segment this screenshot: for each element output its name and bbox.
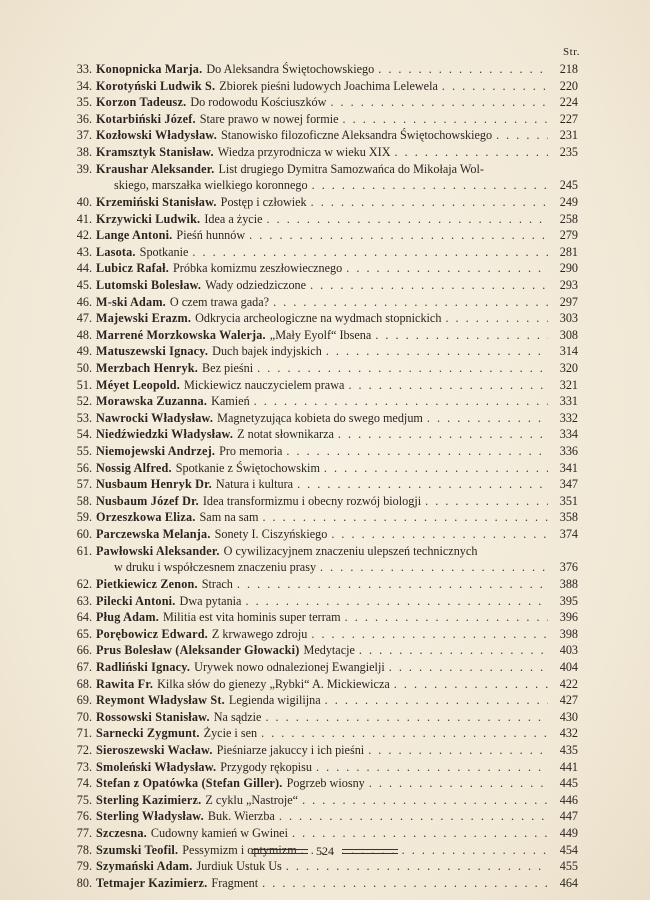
entry-page-number: 388 [559,576,578,591]
toc-entry [66,94,578,111]
footer-rule-right [342,849,398,854]
entry-title: Spotkanie z Świętochowskim [175,460,320,475]
toc-entry [66,875,578,892]
entry-author: Porębowicz Edward. [96,626,208,641]
toc-entry [66,111,578,128]
entry-page-number: 435 [559,743,578,758]
entry-title: Do Aleksandra Świętochowskiego [206,62,375,76]
entry-page-number: 347 [559,477,578,492]
entry-author: Korotyński Ludwik S. [96,78,216,93]
dot-leader [338,426,548,443]
toc-entry [66,227,578,244]
entry-page-number: 314 [559,344,578,359]
dot-leader [346,260,548,277]
entry-page-number: 334 [559,427,578,442]
entry-author: Nusbaum Henryk Dr. [96,477,212,492]
entry-page-number: 332 [559,410,578,425]
entry-author: Nossig Alfred. [96,460,172,475]
dot-leader [320,559,548,576]
entry-title: Dwa pytania [179,593,242,608]
entry-number: 35. [76,95,92,110]
entry-title: O cywilizacyjnem znaczeniu ulepszeń technicznych [223,543,478,558]
dot-leader [331,526,548,543]
entry-author: Rossowski Stanisław. [96,709,210,724]
dot-leader [389,659,548,676]
entry-author: Marrené Morzkowska Walerja. [96,327,266,342]
toc-entry [66,808,578,825]
entry-author: Méyet Leopold. [96,377,181,392]
entry-author: Sterling Władysław. [96,809,204,824]
toc-entry [66,526,578,543]
entry-number: 73. [76,759,92,774]
dot-leader [375,327,548,344]
entry-number: 43. [76,244,92,259]
entry-author: Szymański Adam. [96,859,193,874]
entry-page-number: 464 [559,875,578,890]
entry-page-number: 445 [559,776,578,791]
entry-number: 49. [76,344,92,359]
toc-entry [66,676,578,693]
entry-author: Pietkiewicz Zenon. [96,576,198,591]
dot-leader [279,808,548,825]
dot-leader [192,244,548,261]
toc-entry [66,509,578,526]
toc-entry [66,327,578,344]
entry-page-number: 374 [559,527,578,542]
entry-author: Korzon Tadeusz. [96,95,187,110]
dot-leader [286,443,548,460]
dot-leader [245,593,548,610]
dot-leader [330,94,548,111]
toc-entry [66,659,578,676]
entry-number: 57. [76,477,92,492]
entry-title: Buk. Wierzba [207,809,275,824]
dot-leader [237,576,548,593]
toc-entry [66,161,578,194]
entry-number: 62. [76,576,92,591]
entry-number: 71. [76,726,92,741]
entry-title: Cudowny kamień w Gwinei [150,826,288,841]
toc-entry [66,576,578,593]
entry-page-number: 218 [559,62,578,76]
entry-title-continuation: w druku i współczesnem znaczeniu prasy [114,560,317,575]
entry-title: Fragment [211,875,259,890]
entry-title: Idea transformizmu i obecny rozwój biologji [202,493,422,508]
entry-number: 56. [76,460,92,475]
entry-page-number: 321 [559,377,578,392]
entry-title: Wady odziedziczone [205,277,307,292]
entry-number: 70. [76,709,92,724]
entry-author: Niedźwiedzki Władysław. [96,427,234,442]
entry-number: 55. [76,444,92,459]
entry-author: Kraushar Aleksander. [96,161,215,176]
dot-leader [442,78,548,95]
dot-leader [326,343,548,360]
toc-entry [66,725,578,742]
footer-page-number: 524 [316,844,334,858]
entry-number: 79. [76,859,92,874]
dot-leader [378,61,548,78]
entry-author: Radliński Ignacy. [96,659,191,674]
toc-entry [66,127,578,144]
entry-page-number: 245 [559,178,578,193]
entry-title: Duch bajek indyjskich [212,344,322,359]
toc-entry [66,493,578,510]
entry-number: 44. [76,261,92,276]
entry-page-number: 235 [559,145,578,160]
toc-entry [66,460,578,477]
entry-title: Magnetyzująca kobieta do swego medjum [217,410,423,425]
entry-title: Mickiewicz nauczycielem prawa [184,377,345,392]
entry-author: M-ski Adam. [96,294,166,309]
toc-entry [66,609,578,626]
entry-number: 78. [76,842,92,857]
entry-title: Medytacje [303,643,355,658]
entry-page-number: 454 [559,842,578,857]
entry-number: 63. [76,593,92,608]
entry-page-number: 441 [559,759,578,774]
entry-number: 38. [76,145,92,160]
toc-entry [66,277,578,294]
entry-number: 58. [76,493,92,508]
entry-page-number: 404 [559,659,578,674]
toc-entry [66,360,578,377]
entry-title: Próbka komizmu zeszłowiecznego [173,261,343,276]
entry-title: Na sądzie [213,709,262,724]
entry-page-number: 279 [559,228,578,243]
toc-entry [66,310,578,327]
entry-number: 36. [76,111,92,126]
entry-number: 45. [76,277,92,292]
entry-page-number: 427 [559,693,578,708]
entry-page-number: 430 [559,709,578,724]
entry-author: Matuszewski Ignacy. [96,344,209,359]
entry-number: 41. [76,211,92,226]
entry-page-number: 297 [559,294,578,309]
entry-title: Z cyklu „Nastroje“ [205,792,299,807]
entry-title: Z notat słownikarza [237,427,334,442]
entry-number: 67. [76,659,92,674]
dot-leader [369,775,548,792]
entry-author: Konopnicka Marja. [96,62,203,76]
entry-number: 39. [76,161,92,176]
dot-leader [359,642,548,659]
entry-number: 40. [76,194,92,209]
toc-entry [66,543,578,576]
entry-author: Szumski Teofil. [96,842,179,857]
dot-leader [249,227,548,244]
toc-entry [66,443,578,460]
entry-number: 54. [76,427,92,442]
entry-number: 59. [76,510,92,525]
toc-entry [66,642,578,659]
entry-page-number: 341 [559,460,578,475]
entry-page-number: 227 [559,111,578,126]
entry-author: Lasota. [96,244,136,259]
dot-leader [348,377,548,394]
toc-entry [66,426,578,443]
entry-title: Strach [201,576,233,591]
entry-author: Sterling Kazimierz. [96,792,202,807]
entry-number: 76. [76,809,92,824]
entry-number: 51. [76,377,92,392]
entry-page-number: 231 [559,128,578,143]
entry-author: Krzemiński Stanisław. [96,194,217,209]
page-footer [0,844,650,859]
entry-author: Pawłowski Aleksander. [96,543,220,558]
dot-leader [496,127,548,144]
dot-leader [324,460,548,477]
entry-page-number: 336 [559,444,578,459]
entry-title: Wiedza przyrodnicza w wieku XIX [217,145,391,160]
entry-title: Legienda wigilijna [228,693,321,708]
entry-author: Majewski Erazm. [96,311,192,326]
dot-leader [395,144,548,161]
entry-page-number: 358 [559,510,578,525]
entry-author: Krzywicki Ludwik. [96,211,201,226]
toc-entry [66,775,578,792]
entry-author: Lutomski Bolesław. [96,277,202,292]
entry-author: Pilecki Antoni. [96,593,176,608]
table-of-contents [66,61,578,892]
dot-leader [345,609,548,626]
entry-author: Prus Bolesław (Aleksander Głowacki) [96,643,300,658]
entry-title: Jurdiuk Ustuk Us [196,859,282,874]
dot-leader [310,277,548,294]
entry-page-number: 395 [559,593,578,608]
toc-entry [66,343,578,360]
dot-leader [311,194,548,211]
dot-leader [297,476,548,493]
entry-author: Stefan z Opatówka (Stefan Giller). [96,776,283,791]
dot-leader [427,410,548,427]
toc-entry [66,393,578,410]
dot-leader [257,360,548,377]
entry-page-number: 331 [559,394,578,409]
entry-author: Orzeszkowa Eliza. [96,510,196,525]
dot-leader [302,792,548,809]
entry-number: 77. [76,826,92,841]
entry-number: 46. [76,294,92,309]
footer-rule-left [252,849,308,854]
entry-page-number: 308 [559,327,578,342]
dot-leader [261,725,548,742]
entry-page-number: 403 [559,643,578,658]
entry-title: Odkrycia archeologiczne na wydmach stopnickich [195,311,442,326]
entry-number: 65. [76,626,92,641]
dot-leader [343,111,548,128]
entry-page-number: 455 [559,859,578,874]
dot-leader [267,211,549,228]
entry-title: Życie i sen [203,726,258,741]
entry-title: Stanowisko filozoficzne Aleksandra Świętochowskiego [220,128,493,143]
entry-page-number: 290 [559,261,578,276]
dot-leader [265,709,548,726]
toc-entry [66,410,578,427]
entry-page-number: 249 [559,194,578,209]
entry-number: 80. [76,875,92,890]
toc-entry [66,742,578,759]
page-column-label: Str. [563,46,580,58]
dot-leader [316,759,548,776]
toc-entry [66,626,578,643]
entry-author: Niemojewski Andrzej. [96,444,216,459]
entry-number: 37. [76,128,92,143]
entry-number: 69. [76,693,92,708]
entry-title: Pro memoria [219,444,283,459]
toc-entry [66,244,578,261]
entry-author: Tetmajer Kazimierz. [96,875,208,890]
entry-title: Kilka słów do gienezy „Rybki“ A. Mickiewicza [157,676,390,691]
entry-number: 42. [76,228,92,243]
dot-leader [368,742,548,759]
entry-page-number: 376 [559,560,578,575]
entry-number: 64. [76,610,92,625]
entry-author: Kramsztyk Stanisław. [96,145,214,160]
entry-author: Nawrocki Władysław. [96,410,214,425]
entry-number: 34. [76,78,92,93]
entry-number: 60. [76,527,92,542]
entry-page-number: 303 [559,311,578,326]
entry-title: Urywek nowo odnalezionej Ewangielji [194,659,385,674]
entry-page-number: 281 [559,244,578,259]
dot-leader [425,493,548,510]
entry-page-number: 220 [559,78,578,93]
entry-author: Kozłowski Władysław. [96,128,217,143]
toc-entry [66,211,578,228]
entry-title: Pieśń hunnów [176,228,246,243]
toc-entry [66,709,578,726]
entry-title: Idea a życie [204,211,263,226]
entry-author: Pług Adam. [96,610,159,625]
dot-leader [262,875,548,892]
entry-page-number: 224 [559,95,578,110]
entry-author: Reymont Władysław St. [96,693,225,708]
entry-page-number: 293 [559,277,578,292]
dot-leader [292,825,548,842]
entry-number: 47. [76,311,92,326]
entry-title: Kamień [211,394,250,409]
entry-page-number: 449 [559,826,578,841]
entry-title: O czem trawa gada? [169,294,270,309]
entry-number: 72. [76,743,92,758]
entry-number: 68. [76,676,92,691]
entry-title: Spotkanie [139,244,189,259]
entry-title: Militia est vita hominis super terram [162,610,341,625]
entry-title: Pessymizm i optymizm [182,842,297,857]
dot-leader [311,626,548,643]
entry-title-continuation: skiego, marszałka wielkiego koronnego [114,178,308,193]
entry-title: Postęp i człowiek [220,194,307,209]
toc-entry [66,78,578,95]
entry-page-number: 446 [559,792,578,807]
dot-leader [445,310,548,327]
entry-author: Parczewska Melanja. [96,527,211,542]
entry-page-number: 351 [559,493,578,508]
toc-entry [66,194,578,211]
entry-number: 66. [76,643,92,658]
entry-number: 61. [76,543,92,558]
entry-page-number: 422 [559,676,578,691]
entry-number: 75. [76,792,92,807]
entry-number: 52. [76,394,92,409]
toc-entry [66,294,578,311]
toc-entry [66,61,578,78]
toc-entry [66,825,578,842]
entry-author: Sarnecki Zygmunt. [96,726,200,741]
entry-author: Lubicz Rafał. [96,261,170,276]
entry-page-number: 396 [559,610,578,625]
dot-leader [262,509,548,526]
entry-title: Pieśniarze jakuccy i ich pieśni [216,743,365,758]
entry-author: Rawita Fr. [96,676,154,691]
toc-entry [66,260,578,277]
entry-title: Natura i kultura [215,477,294,492]
entry-author: Morawska Zuzanna. [96,394,208,409]
entry-number: 33. [76,62,92,76]
entry-author: Sieroszewski Wacław. [96,743,213,758]
entry-page-number: 398 [559,626,578,641]
entry-page-number: 320 [559,360,578,375]
dot-leader [394,676,548,693]
entry-author: Szczesna. [96,826,147,841]
entry-title: Z krwawego zdroju [211,626,308,641]
dot-leader [254,393,548,410]
toc-entry [66,377,578,394]
toc-entry [66,692,578,709]
entry-title: Pogrzeb wiosny [286,776,365,791]
dot-leader [312,177,548,194]
entry-title: „Mały Eyolf“ Ibsena [269,327,372,342]
entry-title: Sam na sam [199,510,259,525]
toc-entry [66,144,578,161]
dot-leader [325,692,548,709]
entry-author: Nusbaum Józef Dr. [96,493,199,508]
entry-number: 74. [76,776,92,791]
dot-leader [273,294,548,311]
entry-title: Sonety I. Ciszyńskiego [214,527,328,542]
entry-title: Zbiorek pieśni ludowych Joachima Lelewela [219,78,438,93]
toc-entry [66,792,578,809]
entry-author: Kotarbiński Józef. [96,111,196,126]
entry-title: Do rodowodu Kościuszków [190,95,327,110]
entry-author: Merzbach Henryk. [96,360,199,375]
entry-author: Lange Antoni. [96,228,173,243]
entry-title: Bez pieśni [202,360,254,375]
toc-entry [66,759,578,776]
toc-entry [66,476,578,493]
entry-page-number: 432 [559,726,578,741]
entry-title: List drugiego Dymitra Samozwańca do Mikołaja Wol- [218,161,484,176]
entry-number: 50. [76,360,92,375]
entry-author: Smoleński Władysław. [96,759,217,774]
toc-entry [66,593,578,610]
entry-number: 48. [76,327,92,342]
entry-number: 53. [76,410,92,425]
entry-page-number: 447 [559,809,578,824]
entry-title: Przygody rękopisu [220,759,313,774]
entry-page-number: 258 [559,211,578,226]
dot-leader [286,858,548,875]
entry-title: Stare prawo w nowej formie [199,111,339,126]
toc-entry [66,858,578,875]
